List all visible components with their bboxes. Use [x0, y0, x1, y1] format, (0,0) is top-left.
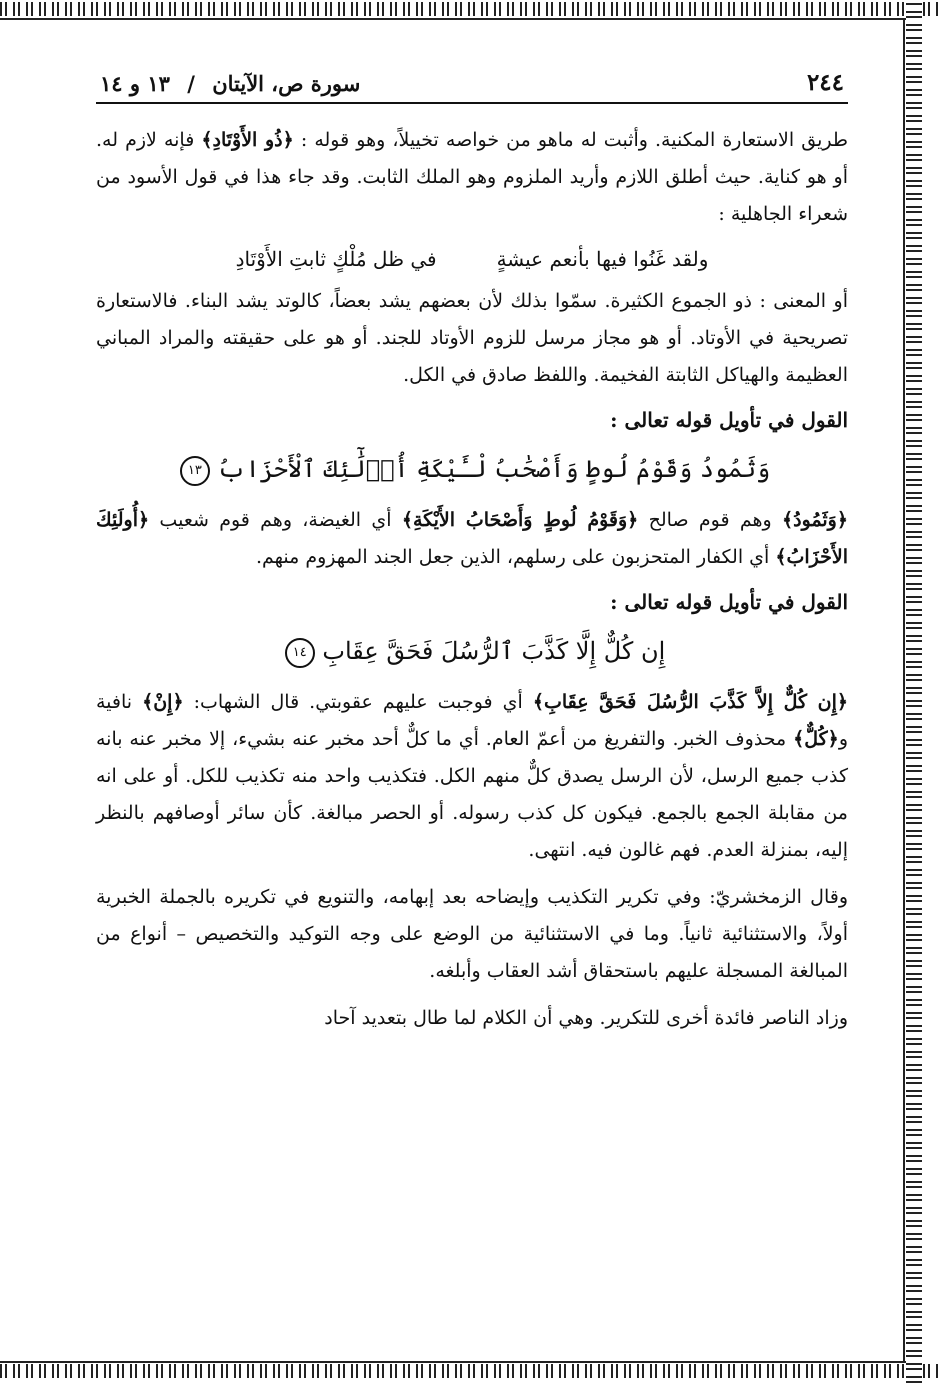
surah-name: سورة ص، الآيتان [212, 71, 361, 96]
frame-line-top [0, 18, 906, 20]
poem-verse [96, 239, 848, 279]
surah-reference [100, 71, 360, 96]
paragraph-6: وزاد الناصر فائدة أخرى للتكرير. وهي أن الكلام لما طال بتعديد آحاد [324, 1007, 848, 1029]
page-number: ٢٤٤ [806, 69, 844, 96]
frame-line-right [903, 18, 905, 1363]
quran-quote: ﴿وَثَمُودُ﴾ [782, 509, 848, 531]
paragraph-5: وقال الزمخشريّ: وفي تكرير التكذيب وإيضاحه بعد إبهامه، والتنويع في تكريره بالجملة الخبرية أولاً، والاستثنائية ثانياً. وما في الاستثنائية من الوضع على وجه التوكيد والتخصيص – أنواع من المبالغة المسجلة عليهم باستحقاق أشد العقاب وأبلغه. [96, 886, 848, 982]
verse-text: إِن كُلٌّ إِلَّا كَذَّبَ ٱلرُّسُلَ فَحَقَّ عِقَابِ [322, 637, 666, 665]
quran-quote: ﴿كُلٌّ﴾ [793, 728, 839, 750]
verse-range: ١٣ و ١٤ [100, 71, 170, 96]
paragraph-3 [96, 502, 848, 576]
text-run: وهم قوم صالح [638, 509, 782, 531]
frame-line-bottom [0, 1361, 906, 1363]
text-run: أي الكفار المتحزبون على رسلهم، الذين جعل الجند المهزوم منهم. [255, 546, 776, 568]
book-page [96, 56, 848, 1037]
quran-quote: ﴿إِنْ﴾ [142, 691, 184, 713]
header-separator: / [187, 71, 195, 96]
ayah-number-marker: ١٣ [180, 456, 210, 486]
quran-quote: ﴿إِن كُلٌّ إِلاَّ كَذَّبَ الرُّسُلَ فَحَقَّ عِقَابِ﴾ [532, 691, 848, 713]
right-ornamental-border [906, 0, 922, 1383]
quran-verse-13 [96, 444, 848, 494]
running-header [96, 56, 848, 104]
text-run: فإنه لازم له. أو هو كناية. حيث أطلق اللازم وأريد الملزوم وهو الملك الثابت. وقد جاء هذا في قول الأسود من شعراء الجاهلية : [96, 129, 848, 225]
ayah-number-marker: ١٤ [285, 638, 315, 668]
paragraph-1 [96, 122, 848, 233]
quran-quote: ﴿وَقَوْمُ لُوطٍ وَأَصْحَابُ الأَيْكَةِ﴾ [401, 509, 639, 531]
quran-quote: ﴿أُولَئِكَ الأَحْزَابُ﴾ [96, 509, 848, 568]
paragraph-2: أو المعنى : ذو الجموع الكثيرة. سمّوا بذلك لأن بعضهم يشد بعضاً، كالوتد يشد البناء. فالاستعارة تصريحية في الأوتاد. أو هو مجاز مرسل للزوم الأوتاد للجند. أو هو على حقيقته والمراد المباني العظيمة والهياكل الثابتة الفخيمة. واللفظ صادق في الكل. [96, 290, 848, 386]
text-run: أي الغيضة، وهم قوم شعيب [149, 509, 402, 531]
quran-quote: ﴿ذُو الأَوْتَادِ﴾ [201, 129, 294, 151]
text-run: طريق الاستعارة المكنية. وأثبت له ماهو من خواصه تخييلاً، وهو قوله : [293, 129, 848, 151]
poem-hemistich-1: ولقد غَنُوا فيها بأنعم عيشةٍ [496, 247, 709, 271]
section-heading-1: القول في تأويل قوله تعالى : [610, 408, 848, 432]
verse-text: وَثَمُودُ وَقَوْمُ لُوطٍ وَأَصْحَٰبُ لْـَٔيْكَةِ أُو۟لَٰٓئِكَ ٱلْأَحْزَابُ [217, 455, 771, 483]
paragraph-4 [96, 684, 848, 869]
bottom-ornamental-border [0, 1364, 938, 1378]
top-ornamental-border [0, 2, 938, 16]
section-heading-2: القول في تأويل قوله تعالى : [610, 590, 848, 614]
poem-hemistich-2: في ظل مُلْكٍ ثابتِ الأَوْتَادِ [235, 247, 437, 271]
quran-verse-14 [96, 626, 848, 676]
text-run: محذوف الخبر. والتفريغ من أعمّ العام. أي ما كلٌّ أحد مخبر عنه بشيء، إلا مخبر عنه بانه كذب جميع الرسل، لأن الرسل يصدق كلٌّ منهم الكل. فتكذيب واحد منه تكذيب للكل. أو على انه من مقابلة الجمع بالجمع. فيكون كل كذب رسوله. أو الحصر مبالغة. كأن سائر أوصافهم بالنظر إليه، بمنزلة العدم. فهم غالون فيه. انتهى. [96, 728, 848, 861]
text-run: أي فوجبت عليهم عقوبتي. قال الشهاب: [183, 691, 533, 713]
text-run: نافية و [96, 691, 848, 750]
